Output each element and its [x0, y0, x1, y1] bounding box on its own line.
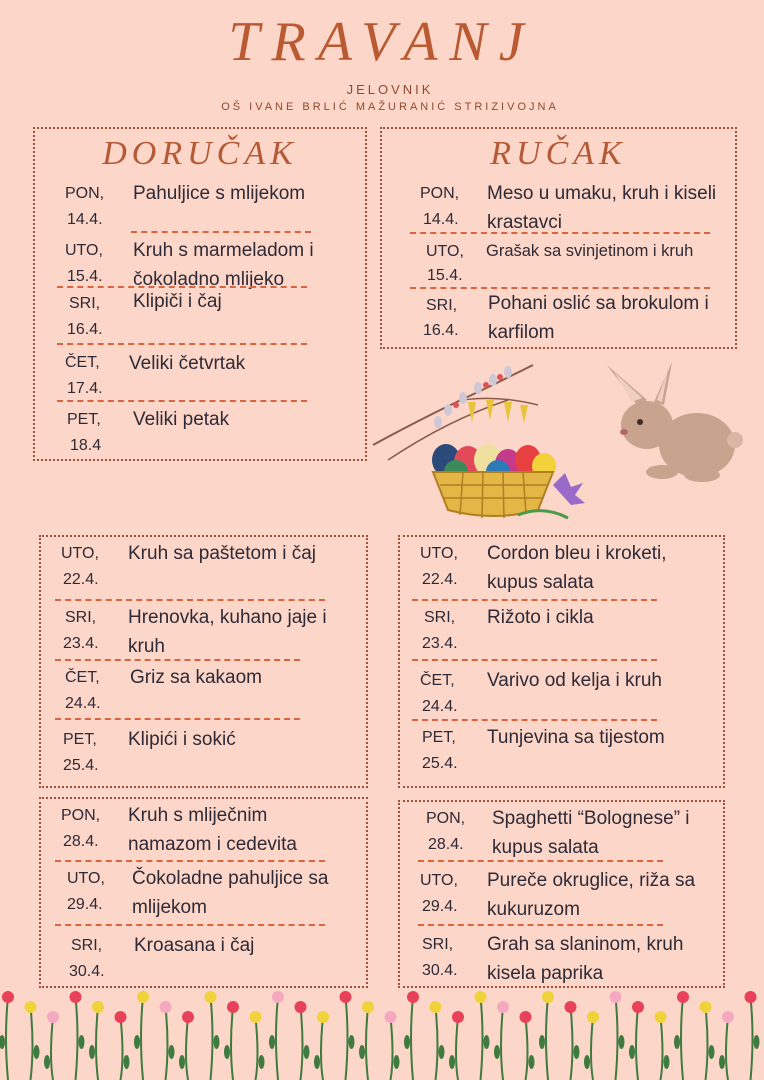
date-label: 22.4. — [422, 571, 458, 588]
date-label: 23.4. — [63, 635, 99, 652]
day-label: PET, — [422, 729, 456, 746]
date-label: 17.4. — [67, 380, 103, 397]
day-label: UTO, — [420, 545, 458, 562]
meal-text: Pohani oslić sa brokulom i karfilom — [488, 293, 709, 343]
row-separator — [412, 599, 657, 601]
lunch-heading: RUČAK — [490, 135, 627, 172]
day-label: SRI, — [426, 297, 458, 314]
day-label: SRI, — [422, 936, 454, 953]
easter-basket-icon — [368, 360, 588, 525]
meal-text: Spaghetti “Bolognese” i kupus salata — [492, 808, 690, 858]
school-name: OŠ IVANE BRLIĆ MAŽURANIĆ STRIZIVOJNA — [221, 101, 559, 113]
day-label: PON, — [420, 185, 460, 202]
meal-text: Grah sa slaninom, kruh kisela paprika — [487, 934, 684, 984]
day-label: PET, — [63, 731, 97, 748]
date-label: 14.4. — [423, 211, 459, 228]
date-label: 14.4. — [67, 211, 103, 228]
row-separator — [418, 924, 663, 926]
meal-text: Cordon bleu i kroketi, kupus salata — [487, 543, 667, 593]
page-subtitle: JELOVNIK — [346, 82, 434, 97]
meal-text: Kruh s mliječnim namazom i cedevita — [128, 805, 297, 855]
day-label: UTO, — [61, 545, 99, 562]
day-label: UTO, — [67, 870, 105, 887]
row-separator — [55, 860, 325, 862]
day-label: SRI, — [71, 937, 103, 954]
flower-border-icon — [0, 985, 764, 1080]
meal-text: Varivo od kelja i kruh — [487, 670, 662, 691]
meal-text: Meso u umaku, kruh i kiseli krastavci — [487, 183, 717, 233]
lunch-week3-box — [398, 800, 725, 988]
row-separator — [412, 719, 657, 721]
date-label: 25.4. — [63, 757, 99, 774]
date-label: 16.4. — [423, 322, 459, 339]
row-separator — [57, 400, 307, 402]
date-label: 29.4. — [422, 898, 458, 915]
date-label: 18.4 — [70, 437, 102, 454]
date-label: 24.4. — [422, 698, 458, 715]
date-label: 29.4. — [67, 896, 103, 913]
meal-text: Tunjevina sa tijestom — [487, 727, 665, 748]
day-label: SRI, — [69, 295, 101, 312]
meal-text: Rižoto i cikla — [487, 607, 594, 628]
date-label: 15.4. — [67, 268, 103, 285]
meal-text: Čokoladne pahuljice sa mlijekom — [132, 868, 329, 918]
breakfast-week1-box — [33, 127, 367, 461]
date-label: 15.4. — [427, 267, 463, 284]
row-separator — [412, 659, 657, 661]
bunny-icon — [602, 360, 742, 485]
date-label: 30.4. — [69, 963, 105, 980]
meal-text: Kruh s marmeladom i čokoladno mlijeko — [133, 240, 314, 290]
lunch-week1-box — [380, 127, 737, 349]
meal-text: Kroasana i čaj — [134, 935, 255, 956]
row-separator — [418, 860, 663, 862]
meal-text: Veliki četvrtak — [129, 353, 246, 374]
meal-text: Kruh sa paštetom i čaj — [128, 543, 316, 564]
meal-text: Pahuljice s mlijekom — [133, 183, 306, 204]
day-label: SRI, — [424, 609, 456, 626]
row-separator — [55, 599, 325, 601]
meal-text: Grašak sa svinjetinom i kruh — [486, 242, 694, 260]
meal-text: Pureče okruglice, riža sa kukuruzom — [487, 870, 696, 920]
date-label: 24.4. — [65, 695, 101, 712]
date-label: 22.4. — [63, 571, 99, 588]
day-label: PON, — [65, 185, 105, 202]
date-label: 28.4. — [428, 836, 464, 853]
day-label: UTO, — [65, 242, 103, 259]
date-label: 25.4. — [422, 755, 458, 772]
row-separator — [55, 718, 300, 720]
day-label: ČET, — [65, 354, 100, 371]
day-label: PON, — [426, 810, 466, 827]
page-title: TRAVANJ — [228, 11, 536, 73]
date-label: 16.4. — [67, 321, 103, 338]
date-label: 23.4. — [422, 635, 458, 652]
row-separator — [410, 232, 710, 234]
meal-text: Griz sa kakaom — [130, 667, 262, 688]
row-separator — [55, 659, 300, 661]
date-label: 30.4. — [422, 962, 458, 979]
breakfast-week2-box — [39, 535, 368, 788]
row-separator — [131, 231, 311, 233]
day-label: PET, — [67, 411, 101, 428]
day-label: PON, — [61, 807, 101, 824]
date-label: 28.4. — [63, 833, 99, 850]
meal-text: Hrenovka, kuhano jaje i kruh — [128, 607, 327, 657]
meal-text: Veliki petak — [133, 409, 230, 430]
day-label: SRI, — [65, 609, 97, 626]
meal-text: Klipiči i čaj — [133, 291, 222, 312]
day-label: UTO, — [426, 243, 464, 260]
breakfast-heading: DORUČAK — [102, 135, 298, 172]
day-label: ČET, — [420, 672, 455, 689]
row-separator — [57, 343, 307, 345]
lunch-week2-box — [398, 535, 725, 788]
day-label: UTO, — [420, 872, 458, 889]
row-separator — [55, 924, 325, 926]
breakfast-week3-box — [39, 797, 368, 988]
day-label: ČET, — [65, 669, 100, 686]
meal-text: Klipići i sokić — [128, 729, 236, 750]
